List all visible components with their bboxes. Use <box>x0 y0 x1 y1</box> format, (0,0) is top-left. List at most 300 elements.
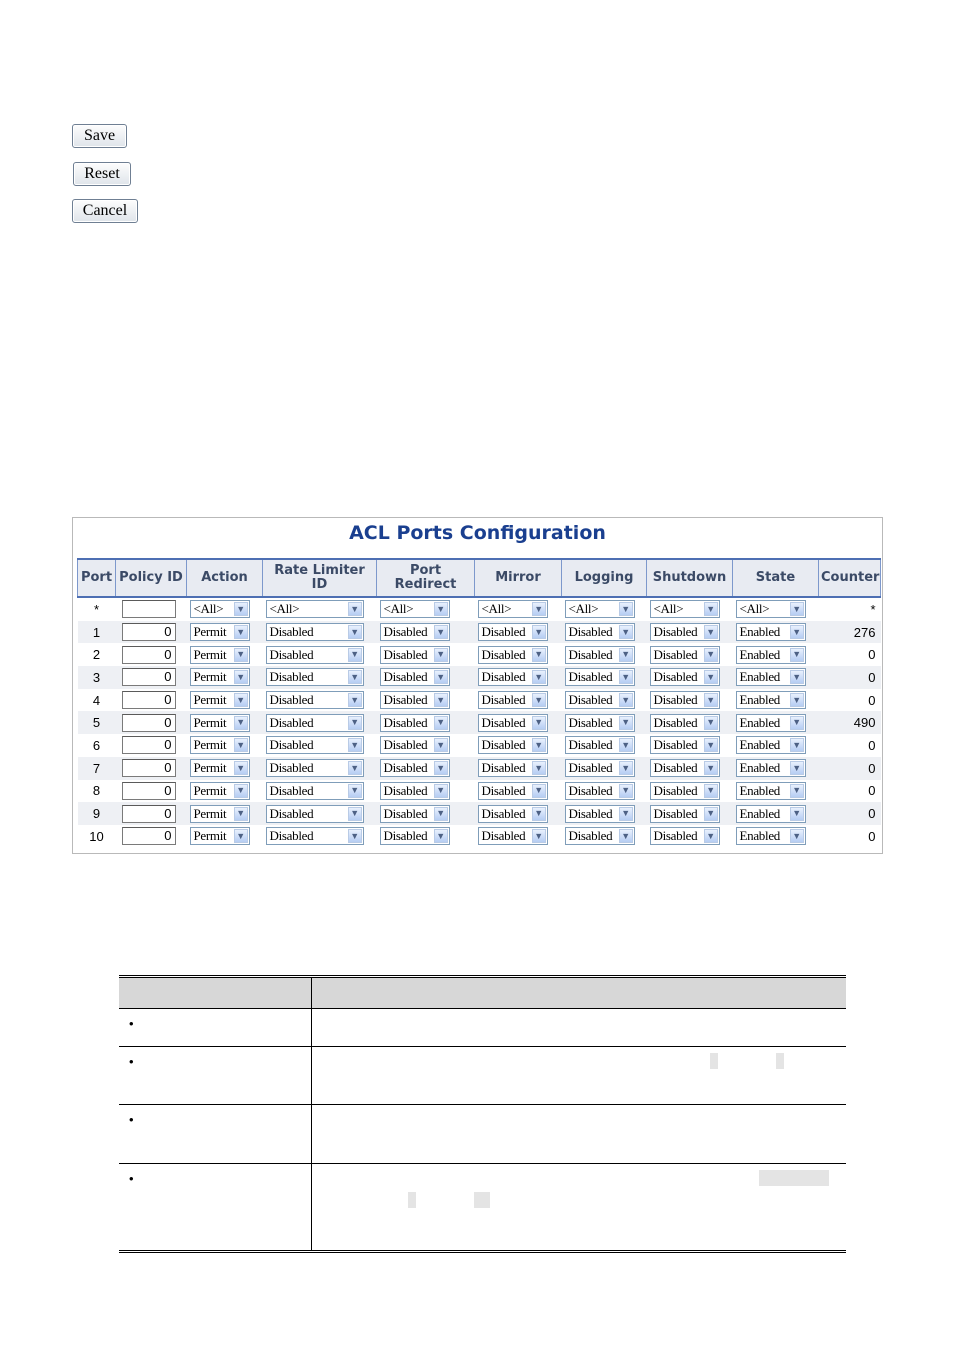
action-select[interactable] <box>190 782 250 800</box>
chevron-down-icon[interactable]: ▼ <box>234 693 248 707</box>
acl-ports-table <box>77 558 881 848</box>
mirror-select[interactable] <box>478 668 548 686</box>
chevron-down-icon[interactable]: ▼ <box>532 784 546 798</box>
select-value: Disabled <box>269 782 314 798</box>
port-cell: 10 <box>78 825 116 848</box>
action-cell <box>187 780 263 803</box>
shutdown-select[interactable] <box>650 668 720 686</box>
chevron-down-icon[interactable]: ▼ <box>704 625 718 639</box>
select-value: Disabled <box>653 692 698 708</box>
logging-select[interactable] <box>565 736 635 754</box>
logging-select[interactable] <box>565 827 635 845</box>
select-value: Enabled <box>739 692 780 708</box>
select-value: <All> <box>739 601 770 617</box>
shutdown-cell <box>647 666 733 689</box>
select-value: Permit <box>193 692 227 708</box>
chevron-down-icon[interactable]: ▼ <box>619 670 633 684</box>
mirror-cell <box>475 621 562 644</box>
shutdown-select[interactable] <box>650 759 720 777</box>
port-redirect-select[interactable] <box>380 668 450 686</box>
chevron-down-icon[interactable]: ▼ <box>704 738 718 752</box>
port-cell: 8 <box>78 780 116 803</box>
chevron-down-icon[interactable]: ▼ <box>234 784 248 798</box>
action-select[interactable] <box>190 668 250 686</box>
port-redirect-select[interactable] <box>380 691 450 709</box>
action-select[interactable] <box>190 646 250 664</box>
chevron-down-icon[interactable]: ▼ <box>704 716 718 730</box>
rate-limiter-select[interactable] <box>266 646 364 664</box>
action-select[interactable] <box>190 736 250 754</box>
counter-cell: 0 <box>819 825 881 848</box>
chevron-down-icon[interactable]: ▼ <box>348 807 362 821</box>
select-value: Disabled <box>481 714 526 730</box>
port-redirect-select[interactable] <box>380 714 450 732</box>
chevron-down-icon[interactable]: ▼ <box>532 670 546 684</box>
select-value: Enabled <box>739 624 780 640</box>
chevron-down-icon[interactable]: ▼ <box>790 693 804 707</box>
chevron-down-icon[interactable]: ▼ <box>234 625 248 639</box>
chevron-down-icon[interactable]: ▼ <box>619 648 633 662</box>
policy-id-cell <box>116 621 187 644</box>
select-value: Disabled <box>653 782 698 798</box>
select-value: Disabled <box>568 737 613 753</box>
chevron-down-icon[interactable]: ▼ <box>348 625 362 639</box>
mirror-cell <box>475 757 562 780</box>
counter-cell: 0 <box>819 666 881 689</box>
counter-cell: 0 <box>819 689 881 712</box>
chevron-down-icon[interactable]: ▼ <box>619 829 633 843</box>
select-value: Disabled <box>568 714 613 730</box>
chevron-down-icon[interactable]: ▼ <box>434 602 448 616</box>
mirror-select[interactable] <box>478 736 548 754</box>
select-value: Permit <box>193 760 227 776</box>
cancel-button[interactable]: Cancel <box>72 199 138 223</box>
save-button[interactable]: Save <box>72 124 127 148</box>
table-row <box>78 621 881 644</box>
description-row <box>119 1047 846 1105</box>
policy-id-input[interactable]: 0 <box>122 646 176 664</box>
logging-cell <box>562 666 647 689</box>
select-value: <All> <box>568 601 599 617</box>
chevron-down-icon[interactable]: ▼ <box>704 602 718 616</box>
state-select[interactable] <box>736 782 806 800</box>
chevron-down-icon[interactable]: ▼ <box>434 807 448 821</box>
chevron-down-icon[interactable]: ▼ <box>234 829 248 843</box>
select-value: <All> <box>193 601 224 617</box>
rate-limiter-select[interactable] <box>266 623 364 641</box>
rate-limiter-select[interactable] <box>266 827 364 845</box>
action-select[interactable] <box>190 600 250 618</box>
rate-limiter-select[interactable] <box>266 736 364 754</box>
select-value: Disabled <box>653 624 698 640</box>
chevron-down-icon[interactable]: ▼ <box>532 716 546 730</box>
action-select[interactable] <box>190 805 250 823</box>
chevron-down-icon[interactable]: ▼ <box>619 784 633 798</box>
chevron-down-icon[interactable]: ▼ <box>790 602 804 616</box>
action-cell <box>187 734 263 757</box>
chevron-down-icon[interactable]: ▼ <box>790 738 804 752</box>
logging-cell <box>562 643 647 666</box>
mirror-cell <box>475 643 562 666</box>
action-cell <box>187 711 263 734</box>
chevron-down-icon[interactable]: ▼ <box>790 761 804 775</box>
logging-cell <box>562 825 647 848</box>
description-cell <box>312 1047 847 1105</box>
chevron-down-icon[interactable]: ▼ <box>790 648 804 662</box>
table-row <box>78 711 881 734</box>
rate-limiter-cell <box>263 780 377 803</box>
select-value: Disabled <box>653 714 698 730</box>
logging-select[interactable] <box>565 623 635 641</box>
port-cell: 7 <box>78 757 116 780</box>
shutdown-select[interactable] <box>650 691 720 709</box>
table-row <box>78 757 881 780</box>
mirror-cell <box>475 597 562 621</box>
chevron-down-icon[interactable]: ▼ <box>234 807 248 821</box>
chevron-down-icon[interactable]: ▼ <box>348 784 362 798</box>
chevron-down-icon[interactable]: ▼ <box>619 716 633 730</box>
port-cell: 3 <box>78 666 116 689</box>
policy-id-input[interactable]: 0 <box>122 827 176 845</box>
port-redirect-select[interactable] <box>380 646 450 664</box>
state-select[interactable] <box>736 805 806 823</box>
select-value: Enabled <box>739 805 780 821</box>
chevron-down-icon[interactable]: ▼ <box>434 716 448 730</box>
bullet: • <box>129 1016 134 1031</box>
logging-select[interactable] <box>565 600 635 618</box>
select-value: Disabled <box>481 805 526 821</box>
select-value: Disabled <box>269 646 314 662</box>
mirror-select[interactable] <box>478 600 548 618</box>
chevron-down-icon[interactable]: ▼ <box>434 625 448 639</box>
mirror-select[interactable] <box>478 805 548 823</box>
port-cell: 6 <box>78 734 116 757</box>
chevron-down-icon[interactable]: ▼ <box>434 648 448 662</box>
select-value: Disabled <box>269 714 314 730</box>
description-header-row <box>119 977 846 1009</box>
column-header-shutdown: Shutdown <box>647 559 733 597</box>
mirror-cell <box>475 780 562 803</box>
chevron-down-icon[interactable]: ▼ <box>704 648 718 662</box>
state-select[interactable] <box>736 623 806 641</box>
chevron-down-icon[interactable]: ▼ <box>234 648 248 662</box>
rate-limiter-select[interactable] <box>266 714 364 732</box>
chevron-down-icon[interactable]: ▼ <box>619 625 633 639</box>
shutdown-select[interactable] <box>650 736 720 754</box>
select-value: Disabled <box>653 737 698 753</box>
select-value: Disabled <box>481 782 526 798</box>
port-redirect-select[interactable] <box>380 782 450 800</box>
select-value: Disabled <box>481 760 526 776</box>
select-value: Permit <box>193 646 227 662</box>
chevron-down-icon[interactable]: ▼ <box>704 829 718 843</box>
policy-id-input[interactable]: 0 <box>122 714 176 732</box>
chevron-down-icon[interactable]: ▼ <box>348 693 362 707</box>
state-select[interactable] <box>736 759 806 777</box>
action-cell <box>187 597 263 621</box>
column-header-state: State <box>733 559 819 597</box>
counter-cell: * <box>819 597 881 621</box>
shutdown-select[interactable] <box>650 600 720 618</box>
column-header-rate-limiter-id: Rate Limiter ID <box>263 559 377 597</box>
chevron-down-icon[interactable]: ▼ <box>790 625 804 639</box>
chevron-down-icon[interactable]: ▼ <box>348 602 362 616</box>
highlight-mark <box>474 1192 490 1208</box>
rate-limiter-select[interactable] <box>266 782 364 800</box>
select-value: Disabled <box>568 669 613 685</box>
mirror-select[interactable] <box>478 827 548 845</box>
chevron-down-icon[interactable]: ▼ <box>619 738 633 752</box>
port-redirect-select[interactable] <box>380 736 450 754</box>
shutdown-select[interactable] <box>650 827 720 845</box>
logging-cell <box>562 780 647 803</box>
counter-cell: 0 <box>819 643 881 666</box>
state-select[interactable] <box>736 646 806 664</box>
shutdown-select[interactable] <box>650 646 720 664</box>
port-cell: 9 <box>78 802 116 825</box>
highlight-mark <box>408 1192 416 1208</box>
logging-select[interactable] <box>565 691 635 709</box>
action-select[interactable] <box>190 691 250 709</box>
select-value: Disabled <box>653 646 698 662</box>
state-cell <box>733 621 819 644</box>
rate-limiter-cell <box>263 734 377 757</box>
select-value: Disabled <box>568 624 613 640</box>
port-redirect-cell <box>377 666 475 689</box>
rate-limiter-select[interactable] <box>266 668 364 686</box>
policy-id-cell <box>116 825 187 848</box>
select-value: Disabled <box>481 646 526 662</box>
select-value: Disabled <box>383 714 428 730</box>
chevron-down-icon[interactable]: ▼ <box>790 829 804 843</box>
shutdown-select[interactable] <box>650 805 720 823</box>
rate-limiter-cell <box>263 621 377 644</box>
shutdown-cell <box>647 802 733 825</box>
port-redirect-select[interactable] <box>380 827 450 845</box>
port-redirect-select[interactable] <box>380 623 450 641</box>
description-cell <box>312 1164 847 1252</box>
chevron-down-icon[interactable]: ▼ <box>434 738 448 752</box>
state-select[interactable] <box>736 736 806 754</box>
chevron-down-icon[interactable]: ▼ <box>434 693 448 707</box>
select-value: Permit <box>193 669 227 685</box>
acl-ports-panel <box>72 517 883 854</box>
logging-select[interactable] <box>565 714 635 732</box>
port-redirect-select[interactable] <box>380 600 450 618</box>
select-value: Disabled <box>269 805 314 821</box>
action-cell <box>187 757 263 780</box>
description-column-header <box>312 977 847 1009</box>
policy-id-input[interactable]: 0 <box>122 691 176 709</box>
chevron-down-icon[interactable]: ▼ <box>348 670 362 684</box>
port-cell: * <box>78 597 116 621</box>
select-value: Disabled <box>383 692 428 708</box>
chevron-down-icon[interactable]: ▼ <box>790 670 804 684</box>
select-value: Permit <box>193 737 227 753</box>
action-cell <box>187 802 263 825</box>
column-header-action: Action <box>187 559 263 597</box>
chevron-down-icon[interactable]: ▼ <box>532 829 546 843</box>
chevron-down-icon[interactable]: ▼ <box>234 716 248 730</box>
policy-id-input[interactable]: 0 <box>122 805 176 823</box>
chevron-down-icon[interactable]: ▼ <box>234 670 248 684</box>
shutdown-select[interactable] <box>650 714 720 732</box>
logging-select[interactable] <box>565 805 635 823</box>
shutdown-cell <box>647 734 733 757</box>
port-redirect-select[interactable] <box>380 759 450 777</box>
chevron-down-icon[interactable]: ▼ <box>704 693 718 707</box>
chevron-down-icon[interactable]: ▼ <box>234 761 248 775</box>
column-header-logging: Logging <box>562 559 647 597</box>
select-value: Enabled <box>739 669 780 685</box>
policy-id-input[interactable] <box>122 600 176 618</box>
chevron-down-icon[interactable]: ▼ <box>532 738 546 752</box>
port-redirect-cell <box>377 802 475 825</box>
chevron-down-icon[interactable]: ▼ <box>348 738 362 752</box>
port-redirect-cell <box>377 757 475 780</box>
mirror-select[interactable] <box>478 691 548 709</box>
action-select[interactable] <box>190 623 250 641</box>
state-select[interactable] <box>736 691 806 709</box>
rate-limiter-select[interactable] <box>266 805 364 823</box>
chevron-down-icon[interactable]: ▼ <box>532 693 546 707</box>
shutdown-select[interactable] <box>650 623 720 641</box>
chevron-down-icon[interactable]: ▼ <box>790 784 804 798</box>
rate-limiter-select[interactable] <box>266 691 364 709</box>
policy-id-input[interactable]: 0 <box>122 668 176 686</box>
highlight-mark <box>710 1053 718 1069</box>
mirror-select[interactable] <box>478 759 548 777</box>
chevron-down-icon[interactable]: ▼ <box>434 829 448 843</box>
chevron-down-icon[interactable]: ▼ <box>348 716 362 730</box>
select-value: Disabled <box>568 760 613 776</box>
logging-select[interactable] <box>565 759 635 777</box>
chevron-down-icon[interactable]: ▼ <box>532 807 546 821</box>
rate-limiter-cell <box>263 825 377 848</box>
policy-id-input[interactable]: 0 <box>122 782 176 800</box>
table-header-row <box>78 559 881 597</box>
table-row <box>78 689 881 712</box>
rate-limiter-select[interactable] <box>266 600 364 618</box>
object-column-header <box>119 977 312 1009</box>
table-row <box>78 643 881 666</box>
port-cell: 1 <box>78 621 116 644</box>
chevron-down-icon[interactable]: ▼ <box>619 807 633 821</box>
shutdown-cell <box>647 689 733 712</box>
state-cell <box>733 711 819 734</box>
mirror-cell <box>475 802 562 825</box>
action-cell <box>187 643 263 666</box>
state-select[interactable] <box>736 714 806 732</box>
shutdown-cell <box>647 711 733 734</box>
state-select[interactable] <box>736 827 806 845</box>
chevron-down-icon[interactable]: ▼ <box>532 761 546 775</box>
shutdown-select[interactable] <box>650 782 720 800</box>
chevron-down-icon[interactable]: ▼ <box>704 670 718 684</box>
shutdown-cell <box>647 757 733 780</box>
port-redirect-select[interactable] <box>380 805 450 823</box>
chevron-down-icon[interactable]: ▼ <box>234 738 248 752</box>
chevron-down-icon[interactable]: ▼ <box>619 693 633 707</box>
logging-select[interactable] <box>565 782 635 800</box>
select-value: Disabled <box>568 805 613 821</box>
rate-limiter-select[interactable] <box>266 759 364 777</box>
chevron-down-icon[interactable]: ▼ <box>434 761 448 775</box>
rate-limiter-cell <box>263 597 377 621</box>
policy-id-input[interactable]: 0 <box>122 623 176 641</box>
description-row <box>119 1009 846 1047</box>
mirror-select[interactable] <box>478 714 548 732</box>
chevron-down-icon[interactable]: ▼ <box>619 602 633 616</box>
logging-select[interactable] <box>565 668 635 686</box>
table-row-all <box>78 597 881 621</box>
select-value: Disabled <box>269 669 314 685</box>
chevron-down-icon[interactable]: ▼ <box>532 625 546 639</box>
select-value: Permit <box>193 828 227 844</box>
chevron-down-icon[interactable]: ▼ <box>704 761 718 775</box>
select-value: Disabled <box>383 737 428 753</box>
state-select[interactable] <box>736 668 806 686</box>
chevron-down-icon[interactable]: ▼ <box>434 784 448 798</box>
chevron-down-icon[interactable]: ▼ <box>704 807 718 821</box>
counter-cell: 0 <box>819 734 881 757</box>
select-value: Disabled <box>568 646 613 662</box>
port-redirect-cell <box>377 621 475 644</box>
action-cell <box>187 621 263 644</box>
mirror-select[interactable] <box>478 782 548 800</box>
table-row <box>78 734 881 757</box>
logging-cell <box>562 802 647 825</box>
mirror-cell <box>475 666 562 689</box>
chevron-down-icon[interactable]: ▼ <box>348 829 362 843</box>
chevron-down-icon[interactable]: ▼ <box>619 761 633 775</box>
logging-select[interactable] <box>565 646 635 664</box>
chevron-down-icon[interactable]: ▼ <box>790 716 804 730</box>
select-value: Disabled <box>653 828 698 844</box>
chevron-down-icon[interactable]: ▼ <box>532 648 546 662</box>
action-select[interactable] <box>190 759 250 777</box>
state-select[interactable] <box>736 600 806 618</box>
chevron-down-icon[interactable]: ▼ <box>704 784 718 798</box>
policy-id-cell <box>116 711 187 734</box>
description-table <box>119 975 846 1253</box>
select-value: Permit <box>193 782 227 798</box>
state-cell <box>733 597 819 621</box>
port-redirect-cell <box>377 643 475 666</box>
highlight-mark <box>776 1053 784 1069</box>
policy-id-cell <box>116 643 187 666</box>
select-value: Disabled <box>383 646 428 662</box>
action-select[interactable] <box>190 714 250 732</box>
reset-button[interactable]: Reset <box>73 162 131 186</box>
chevron-down-icon[interactable]: ▼ <box>348 648 362 662</box>
state-cell <box>733 734 819 757</box>
select-value: Enabled <box>739 760 780 776</box>
chevron-down-icon[interactable]: ▼ <box>532 602 546 616</box>
mirror-select[interactable] <box>478 646 548 664</box>
chevron-down-icon[interactable]: ▼ <box>434 670 448 684</box>
select-value: Disabled <box>383 760 428 776</box>
policy-id-input[interactable]: 0 <box>122 736 176 754</box>
chevron-down-icon[interactable]: ▼ <box>348 761 362 775</box>
action-select[interactable] <box>190 827 250 845</box>
chevron-down-icon[interactable]: ▼ <box>234 602 248 616</box>
mirror-select[interactable] <box>478 623 548 641</box>
chevron-down-icon[interactable]: ▼ <box>790 807 804 821</box>
port-redirect-cell <box>377 689 475 712</box>
policy-id-input[interactable]: 0 <box>122 759 176 777</box>
state-cell <box>733 825 819 848</box>
